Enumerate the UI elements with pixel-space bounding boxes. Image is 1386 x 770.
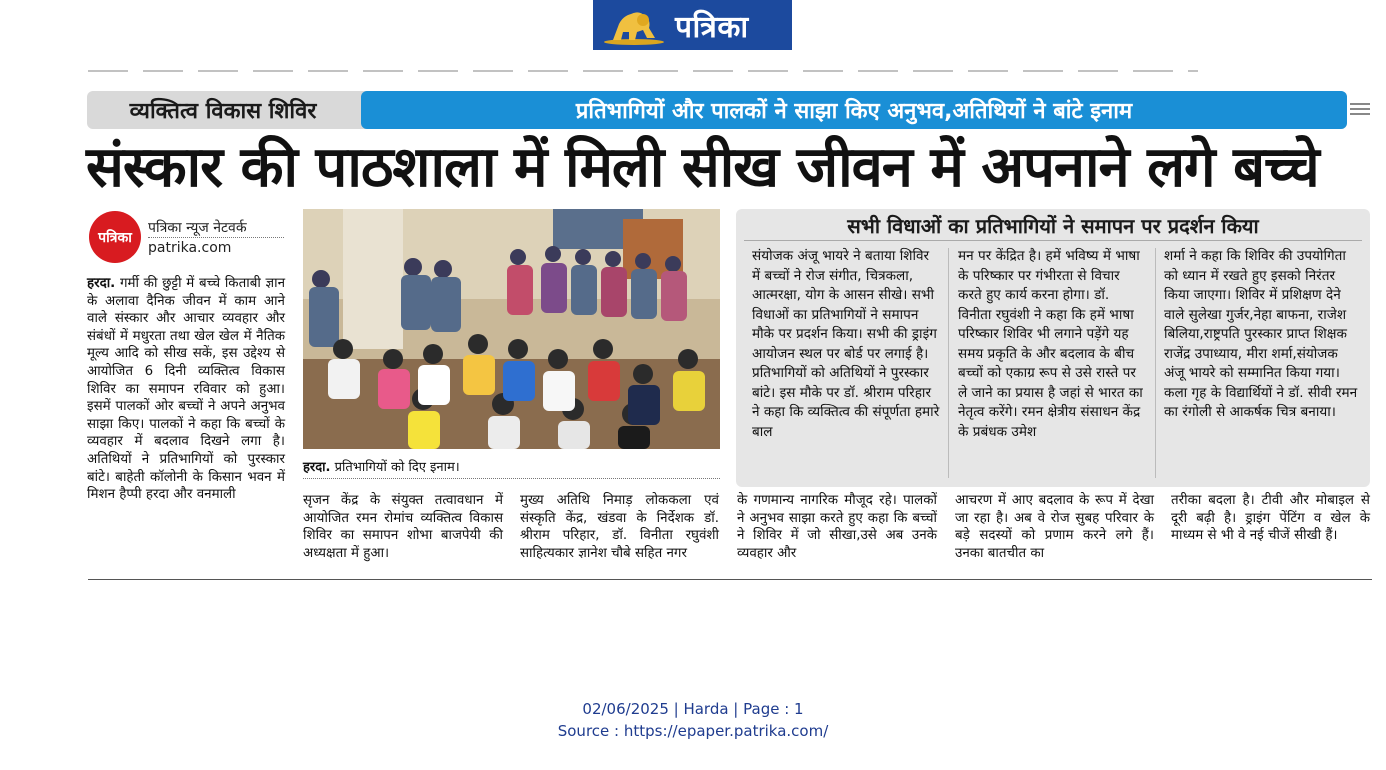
sidebar-column-3: शर्मा ने कहा कि शिविर की उपयोगिता को ध्यान में रखते हुए इसको निरंतर किया जाएगा। शिविर में प्रशिक्षण देने वाले सुलेखा गुर्जर,नेहा बाफना, राजेश बिलिया,राष्ट्रपति पुरस्कार प्राप्त शिक्षक राजेंद्र उपाध्याय, मीरा शर्मा,संयोजक अंजू भायरे को सम्मानित किया गया। कला गृह के विद्यार्थियों ने डॉ. सीवी रमन का रंगोली से आकर्षक चित्र बनाया।	[1164, 248, 1358, 420]
photo-illustration	[303, 209, 720, 449]
sidebar-column-divider	[948, 248, 949, 478]
sidebar-column-divider	[1155, 248, 1156, 478]
subheadline: प्रतिभागियों और पालकों ने साझा किए अनुभव,अतिथियों ने बांटे इनाम	[361, 91, 1347, 129]
byline-url: patrika.com	[148, 240, 232, 256]
page-meta: 02/06/2025 | Harda | Page : 1	[582, 700, 804, 718]
sidebar-divider	[744, 240, 1362, 241]
sidebar-column-2: मन पर केंद्रित है। हमें भविष्य में भाषा के परिष्कार पर गंभीरता से विचार करते हुए कार्य करना होगा। डॉ. विनीता रघुवंशी ने कहा कि हमें भाषा परिष्कार शिविर भी लगाने पड़ेंगे यह समय प्रकृति के और बदलाव के बीच बच्चों को एकाग्र रूप से उसे रास्ते पर ले जाने का प्रयास है जहां से भारत का नेतृत्व करेंगे। रमन क्षेत्रीय संसाधन केंद्र के प्रबंधक उमेश	[958, 248, 1143, 440]
sidebar-heading: सभी विधाओं का प्रतिभागियों ने समापन पर प्रदर्शन किया	[847, 213, 1259, 238]
article-column-3: मुख्य अतिथि निमाड़ लोककला एवं संस्कृति केंद्र, खंडवा के निर्देशक डॉ. श्रीराम परिहार, डॉ. विनीता रघुवंशी साहित्यकार ज्ञानेश चौबे सहित नगर	[520, 493, 719, 561]
dateline: हरदा.	[87, 276, 116, 291]
menu-icon	[1350, 103, 1370, 117]
article-text: गर्मी की छुट्टी में बच्चे किताबी ज्ञान के अलावा दैनिक जीवन में काम आने वाले संस्कार और आचार व्यवहार और संबंधों में मधुरता तथा खेल खेल में नैतिक मूल्य आदि को सीख सकें, इस उद्देश्य से आयोजित 6 दिनी व्यक्तित्व विकास शिविर का समापन रविवार को हुआ। इसमें पालकों ओर बच्चों ने अपने अनुभव साझा किए। पालकों ने कहा कि बच्चों के व्यवहार में बदलाव दिखने लगा है। अतिथियों ने प्रतिभागियों को पुरस्कार बांटे। बाहेती कॉलोनी के किसान भवन में मिशन हैप्पी हरदा और वनमाली	[87, 276, 285, 503]
article-column-2: सृजन केंद्र के संयुक्त तत्वावधान में आयोजित रमन रोमांच व्यक्तित्व विकास शिविर का समापन शोभा बाजपेयी की अध्यक्षता में हुआ।	[303, 493, 503, 561]
headline: संस्कार की पाठशाला में मिली सीख जीवन में अपनाने लगे बच्चे	[86, 135, 1319, 200]
article-bottom-rule	[88, 579, 1372, 580]
top-divider	[88, 70, 1198, 72]
event-photo	[303, 209, 720, 449]
photo-caption	[303, 457, 460, 475]
caption-place: हरदा.	[303, 460, 331, 475]
masthead-title: पत्रिका	[675, 9, 749, 45]
article-column-1	[87, 275, 285, 504]
article-column-5: आचरण में आए बदलाव के रूप में देखा जा रहा है। अब वे रोज सुबह परिवार के बड़े सदस्यों को प्रणाम करने लगे हैं। उनका बातचीत का	[955, 493, 1154, 561]
section-label: व्यक्तित्व विकास शिविर	[129, 99, 317, 124]
byline-name: पत्रिका न्यूज नेटवर्क	[148, 220, 247, 236]
caption-text: प्रतिभागियों को दिए इनाम।	[330, 460, 460, 475]
lion-emblem-icon	[599, 2, 669, 48]
byline-divider	[148, 237, 284, 239]
article-column-4: के गणमान्य नागरिक मौजूद रहे। पालकों ने अनुभव साझा करते हुए कहा कि बच्चों ने शिविर में जो सीखा,उसे अब उनके व्यवहार और	[737, 493, 937, 561]
article-column-6: तरीका बदला है। टीवी और मोबाइल से दूरी बढ़ी है। ड्राइंग पेंटिंग व खेल के माध्यम से भी वे नई चीजें सीखी हैं।	[1171, 493, 1370, 544]
source-link[interactable]: Source : https://epaper.patrika.com/	[557, 722, 829, 740]
sidebar-column-1: संयोजक अंजू भायरे ने बताया शिविर में बच्चों ने रोज संगीत, चित्रकला, आत्मरक्षा, योग के आसन सीखे। सभी विधाओं का प्रतिभागियों ने समापन मौके पर प्रदर्शन किया। सभी की ड्राइंग आयोजन स्थल पर बोर्ड पर लगाई है। प्रतिभागियों को अतिथियों ने पुरस्कार बांटे। इस मौके पर डॉ. श्रीराम परिहार ने कहा कि व्यक्तित्व की संपूर्णता हमारे बाल	[752, 248, 940, 440]
masthead-logo	[593, 0, 792, 50]
caption-divider	[303, 478, 720, 480]
patrika-logo-icon: पत्रिका	[89, 211, 141, 263]
